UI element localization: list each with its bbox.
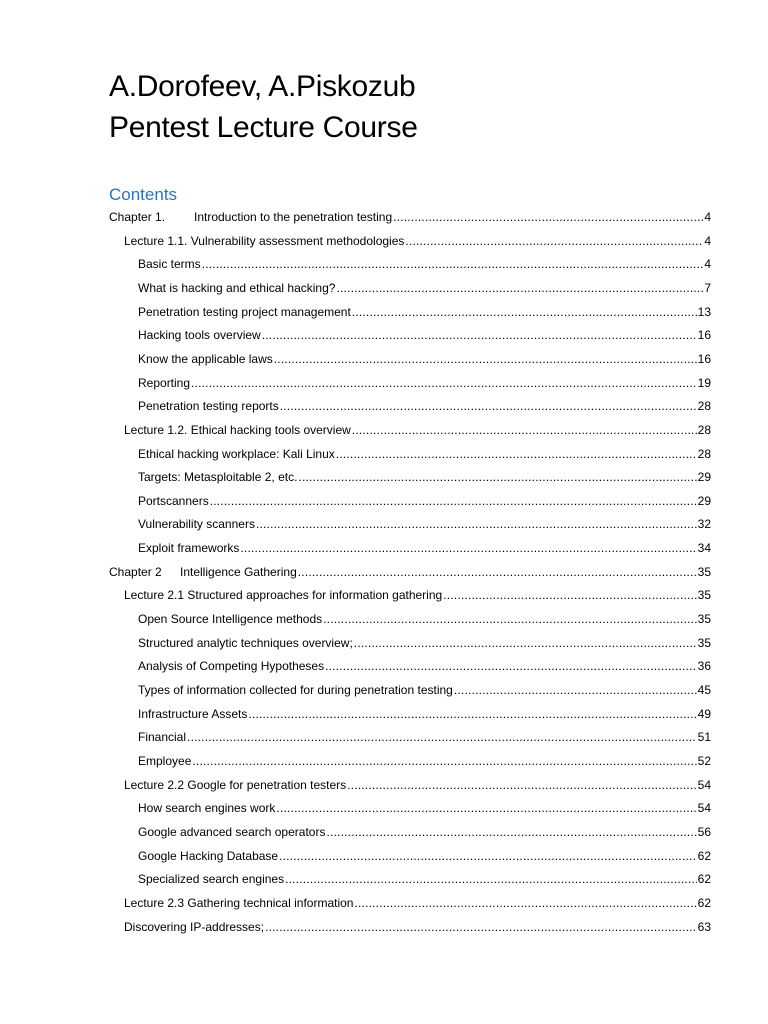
toc-entry-title: Google Hacking Database bbox=[138, 848, 279, 863]
toc-entry-title: Ethical hacking workplace: Kali Linux bbox=[138, 446, 335, 461]
toc-dot-leader bbox=[323, 611, 697, 627]
toc-entry[interactable] bbox=[138, 252, 711, 272]
toc-entry[interactable] bbox=[138, 512, 711, 532]
toc-entry-title: Structured analytic techniques overview; bbox=[138, 635, 353, 650]
toc-dot-leader bbox=[443, 587, 696, 603]
toc-dot-leader bbox=[354, 635, 697, 651]
toc-entry[interactable] bbox=[124, 891, 711, 911]
toc-entry[interactable] bbox=[124, 583, 711, 603]
toc-entry-number: Chapter 1. bbox=[109, 210, 166, 224]
toc-entry[interactable] bbox=[124, 229, 711, 249]
toc-entry[interactable] bbox=[138, 371, 711, 391]
toc-entry-page-number: 62 bbox=[697, 895, 711, 910]
toc-entry[interactable] bbox=[138, 820, 711, 840]
toc-entry[interactable] bbox=[138, 678, 711, 698]
toc-entry-title: Lecture 2.3 Gathering technical information bbox=[124, 895, 354, 910]
toc-dot-leader bbox=[347, 777, 697, 793]
toc-dot-leader bbox=[336, 446, 697, 462]
toc-entry-page-number: 4 bbox=[704, 210, 711, 224]
toc-entry-title: Reporting bbox=[138, 375, 191, 390]
toc-entry-page-number: 16 bbox=[697, 328, 711, 343]
toc-entry[interactable] bbox=[138, 536, 711, 556]
toc-dot-leader bbox=[192, 753, 696, 769]
toc-entry-page-number: 32 bbox=[697, 517, 711, 532]
toc-dot-leader bbox=[210, 493, 697, 509]
toc-entry[interactable] bbox=[138, 442, 711, 462]
toc-entry-title: Hacking tools overview bbox=[138, 328, 261, 343]
toc-entry-title: Know the applicable laws bbox=[138, 351, 273, 366]
toc-entry[interactable] bbox=[138, 725, 711, 745]
toc-dot-leader bbox=[265, 919, 697, 935]
toc-entry-title: Portscanners bbox=[138, 493, 209, 508]
toc-entry[interactable] bbox=[124, 915, 711, 935]
toc-entry-page-number: 49 bbox=[697, 706, 711, 721]
toc-entry-page-number: 4 bbox=[704, 257, 711, 272]
toc-entry[interactable] bbox=[138, 323, 711, 343]
toc-entry-title: How search engines work bbox=[138, 801, 276, 816]
toc-dot-leader bbox=[405, 233, 703, 249]
toc-entry-page-number: 62 bbox=[697, 848, 711, 863]
toc-entry-page-number: 45 bbox=[697, 683, 711, 697]
toc-entry-page-number: 19 bbox=[697, 375, 711, 390]
toc-entry-title: Lecture 2.1 Structured approaches for information gathering bbox=[124, 588, 443, 603]
toc-dot-leader bbox=[352, 304, 697, 320]
toc-entry-page-number: 35 bbox=[697, 612, 711, 627]
toc-dot-leader bbox=[187, 729, 697, 745]
toc-dot-leader bbox=[280, 398, 697, 414]
toc-dot-leader bbox=[248, 706, 696, 722]
toc-entry-title: Penetration testing project management bbox=[138, 304, 351, 319]
toc-entry-page-number: 28 bbox=[697, 422, 711, 437]
toc-entry-title: Introduction to the penetration testing bbox=[194, 210, 393, 224]
toc-entry[interactable] bbox=[138, 465, 711, 485]
toc-entry-page-number: 56 bbox=[697, 824, 711, 839]
toc-entry[interactable] bbox=[109, 560, 711, 580]
toc-dot-leader bbox=[298, 564, 697, 580]
document-title-authors: A.Dorofeev, A.Piskozub bbox=[109, 70, 416, 103]
toc-entry-title: Exploit frameworks bbox=[138, 541, 240, 556]
toc-entry-title: Infrastructure Assets bbox=[138, 706, 248, 721]
toc-entry[interactable] bbox=[138, 347, 711, 367]
toc-entry[interactable] bbox=[138, 844, 711, 864]
toc-entry-title: Google advanced search operators bbox=[138, 824, 326, 839]
toc-entry[interactable] bbox=[138, 654, 711, 674]
toc-entry-page-number: 51 bbox=[697, 730, 711, 745]
toc-entry-title: Intelligence Gathering bbox=[180, 564, 297, 579]
toc-entry-title: Specialized search engines bbox=[138, 872, 285, 887]
toc-entry[interactable] bbox=[138, 749, 711, 769]
document-title-course: Pentest Lecture Course bbox=[109, 111, 418, 144]
toc-dot-leader bbox=[336, 280, 703, 296]
toc-entry-title: Financial bbox=[138, 730, 187, 745]
toc-entry[interactable] bbox=[138, 631, 711, 651]
toc-entry-title: Lecture 1.1. Vulnerability assessment methodologies bbox=[124, 233, 405, 248]
toc-dot-leader bbox=[325, 658, 697, 674]
toc-entry[interactable] bbox=[138, 489, 711, 509]
toc-dot-leader bbox=[274, 351, 697, 367]
toc-entry-title: Targets: Metasploitable 2, etc. bbox=[138, 470, 298, 485]
toc-entry-page-number: 52 bbox=[697, 753, 711, 768]
toc-dot-leader bbox=[354, 895, 696, 911]
toc-dot-leader bbox=[240, 540, 696, 556]
toc-entry-title: Analysis of Competing Hypotheses bbox=[138, 659, 325, 674]
toc-entry-page-number: 28 bbox=[697, 446, 711, 461]
toc-dot-leader bbox=[202, 256, 704, 272]
toc-entry[interactable] bbox=[138, 867, 711, 887]
toc-dot-leader bbox=[256, 516, 697, 532]
toc-entry[interactable] bbox=[138, 394, 711, 414]
toc-dot-leader bbox=[326, 824, 696, 840]
toc-entry[interactable] bbox=[124, 773, 711, 793]
toc-entry-page-number: 62 bbox=[697, 872, 711, 887]
toc-entry[interactable] bbox=[138, 300, 711, 320]
toc-entry-page-number: 35 bbox=[697, 635, 711, 650]
toc-entry-number: Chapter 2 bbox=[109, 564, 162, 579]
toc-entry-title: Employee bbox=[138, 753, 192, 768]
toc-dot-leader bbox=[298, 469, 696, 485]
toc-entry-title: Penetration testing reports bbox=[138, 399, 279, 414]
toc-entry-page-number: 54 bbox=[697, 777, 711, 792]
toc-entry-title: Lecture 1.2. Ethical hacking tools overview bbox=[124, 422, 351, 437]
contents-heading: Contents bbox=[109, 185, 178, 204]
toc-entry[interactable] bbox=[138, 702, 711, 722]
toc-dot-leader bbox=[352, 422, 697, 438]
toc-entry-page-number: 29 bbox=[697, 493, 711, 508]
toc-entry-page-number: 36 bbox=[697, 659, 711, 674]
toc-entry-title: What is hacking and ethical hacking? bbox=[138, 280, 336, 295]
toc-dot-leader bbox=[393, 209, 703, 225]
toc-dot-leader bbox=[285, 871, 697, 887]
toc-entry-page-number: 4 bbox=[704, 233, 711, 248]
toc-entry-page-number: 16 bbox=[697, 351, 711, 366]
toc-dot-leader bbox=[191, 375, 697, 391]
toc-entry-title: Vulnerability scanners bbox=[138, 517, 255, 532]
toc-entry-title: Basic terms bbox=[138, 257, 201, 272]
toc-entry-title: Types of information collected for during penetration testing bbox=[138, 683, 453, 697]
toc-dot-leader bbox=[279, 848, 697, 864]
toc-entry-page-number: 63 bbox=[697, 919, 711, 934]
toc-entry-title: Open Source Intelligence methods bbox=[138, 612, 323, 627]
toc-dot-leader bbox=[262, 327, 697, 343]
toc-entry-page-number: 7 bbox=[704, 280, 711, 295]
toc-entry-page-number: 35 bbox=[697, 588, 711, 603]
toc-entry[interactable] bbox=[109, 205, 711, 225]
toc-dot-leader bbox=[454, 682, 697, 698]
toc-entry-title: Lecture 2.2 Google for penetration testers bbox=[124, 777, 347, 792]
toc-entry-page-number: 28 bbox=[697, 399, 711, 414]
toc-entry[interactable] bbox=[138, 276, 711, 296]
toc-entry-page-number: 35 bbox=[697, 564, 711, 579]
toc-entry-page-number: 13 bbox=[697, 304, 711, 319]
toc-entry[interactable] bbox=[138, 796, 711, 816]
toc-entry[interactable] bbox=[138, 607, 711, 627]
toc-entry-page-number: 34 bbox=[697, 541, 711, 556]
toc-entry-page-number: 54 bbox=[697, 801, 711, 816]
toc-entry-title: Discovering IP-addresses; bbox=[124, 919, 265, 934]
toc-dot-leader bbox=[276, 800, 696, 816]
toc-entry[interactable] bbox=[124, 418, 711, 438]
toc-entry-page-number: 29 bbox=[697, 470, 711, 485]
